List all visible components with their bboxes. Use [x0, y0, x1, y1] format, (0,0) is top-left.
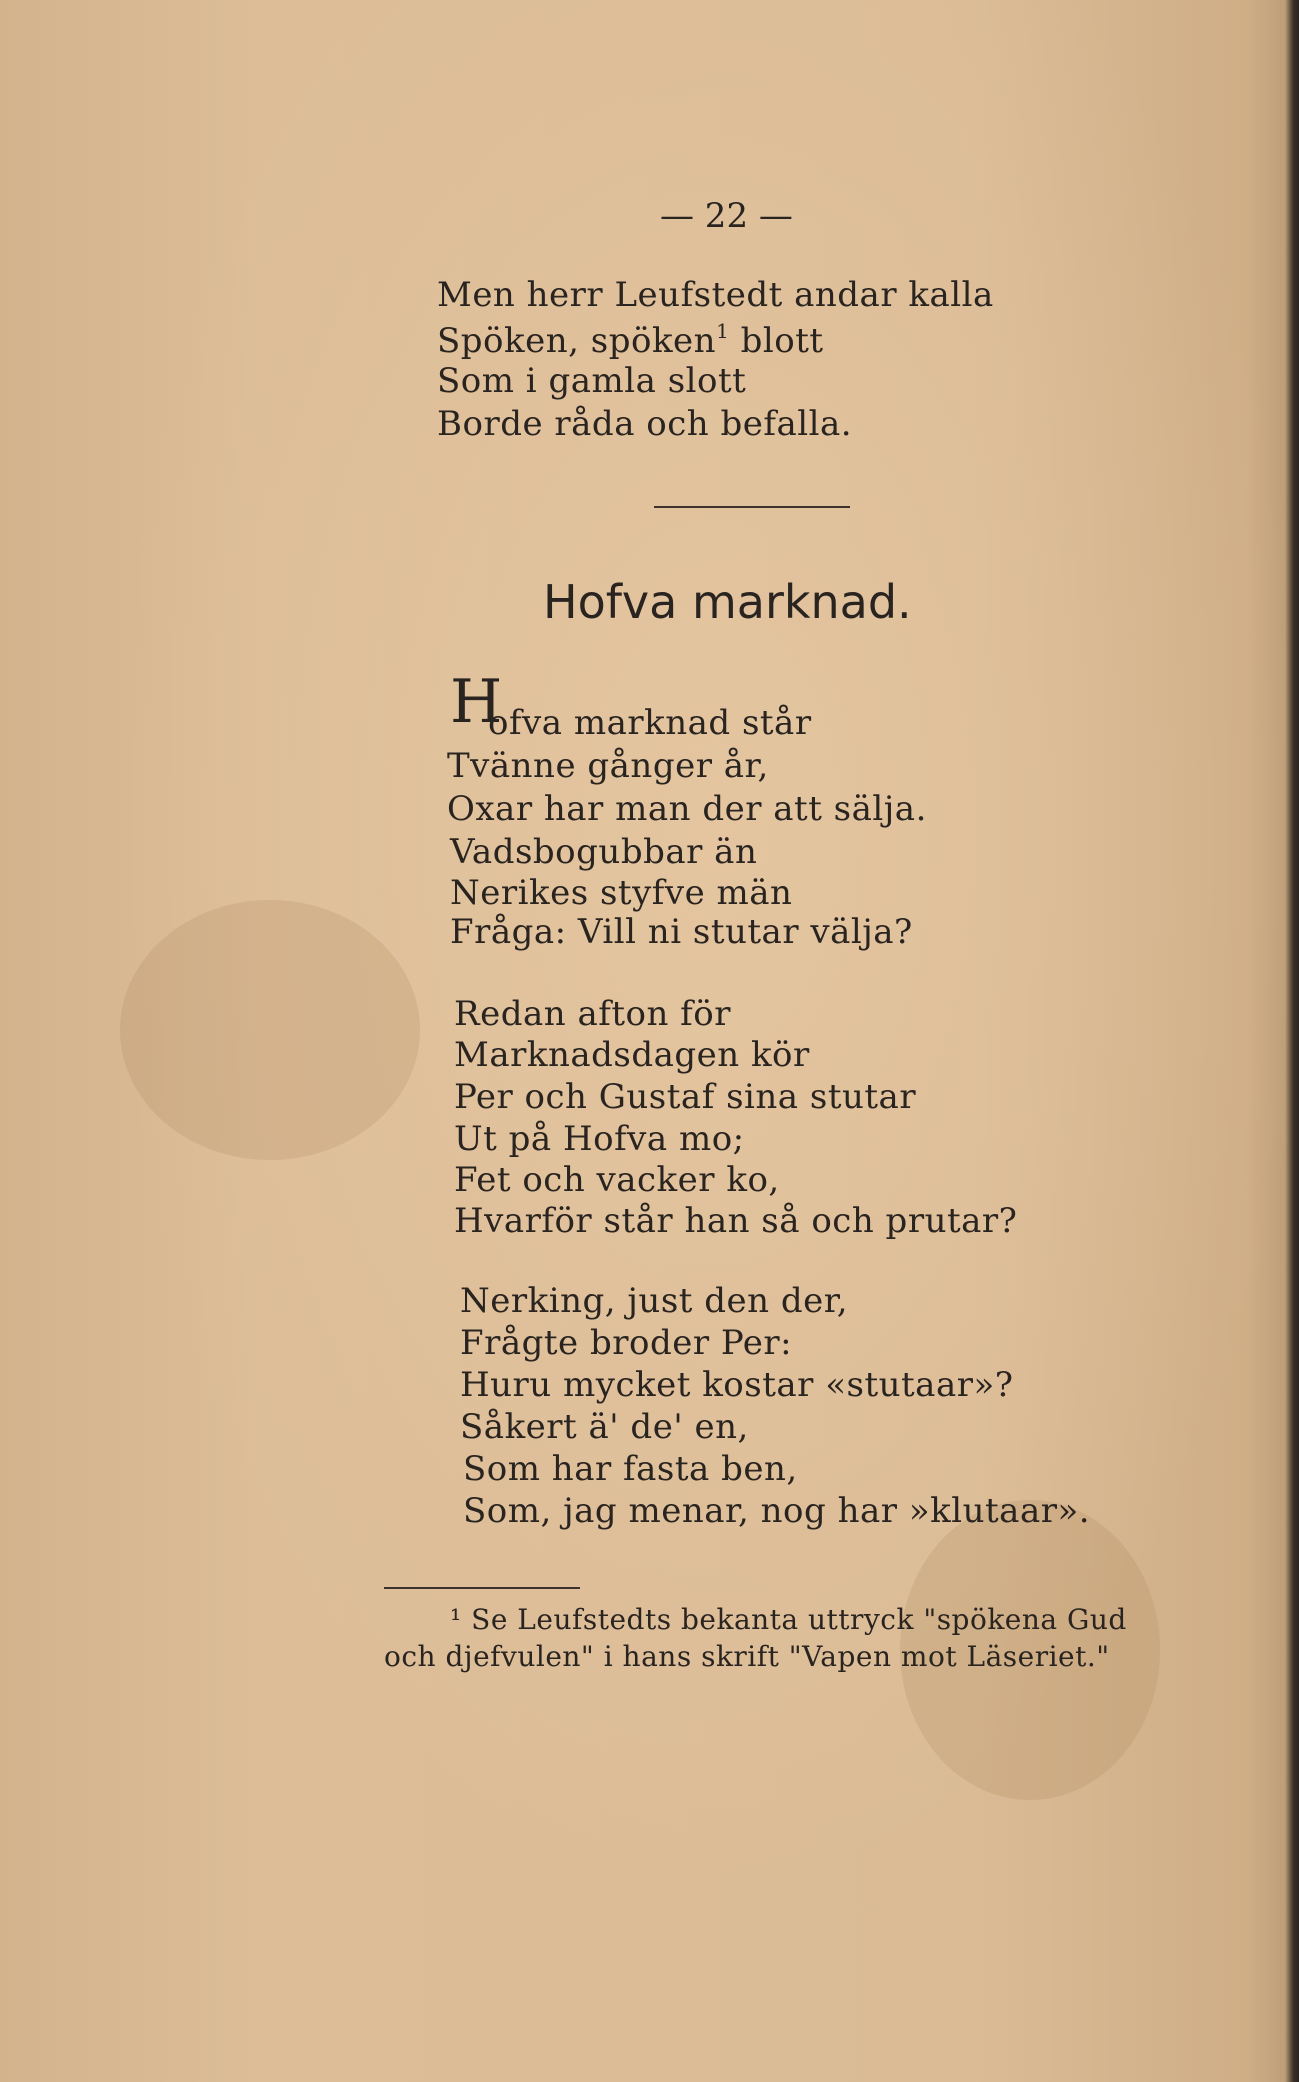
stanza3-line-4: Såkert ä' de' en,: [460, 1407, 749, 1447]
poem-title: Hofva marknad.: [543, 575, 912, 629]
stanza3-line-5: Som har fasta ben,: [463, 1449, 798, 1489]
stanza1-line-3: Oxar har man der att sälja.: [447, 789, 927, 829]
stanza2-line-1: Redan afton för: [454, 994, 731, 1034]
stanza3-line-3: Huru mycket kostar «stutaar»?: [460, 1365, 1014, 1405]
footnote-marker: ¹: [450, 1603, 462, 1636]
stanza1-line-1: ofva marknad står: [488, 703, 812, 743]
page-edge-shadow: [1285, 0, 1299, 2082]
stanza3-line-6: Som, jag menar, nog har »klutaar».: [463, 1491, 1091, 1531]
footnote-divider: [384, 1587, 580, 1589]
stanza2-line-5: Fet och vacker ko,: [454, 1160, 780, 1200]
stanza1-line-2: Tvänne gånger år,: [447, 746, 769, 786]
paper-stain: [120, 900, 420, 1160]
intro-line-1: Men herr Leufstedt andar kalla: [437, 275, 994, 315]
footnote-line-1-text: Se Leufstedts bekanta uttryck "spökena Gud: [471, 1603, 1127, 1636]
footnote-ref: 1: [716, 319, 730, 343]
section-divider: [654, 506, 850, 508]
stanza2-line-6: Hvarför står han så och prutar?: [454, 1201, 1018, 1241]
footnote-line-2: och djefvulen" i hans skrift "Vapen mot Läseriet.": [384, 1640, 1110, 1673]
intro-line-2-text: Spöken, spöken: [437, 321, 717, 361]
stanza2-line-2: Marknadsdagen kör: [454, 1035, 810, 1075]
drop-cap: H: [450, 667, 503, 737]
stanza1-line-6: Fråga: Vill ni stutar välja?: [450, 912, 913, 952]
stanza2-line-3: Per och Gustaf sina stutar: [454, 1077, 917, 1117]
intro-line-2-rest: blott: [729, 321, 824, 361]
stanza2-line-4: Ut på Hofva mo;: [454, 1119, 745, 1159]
intro-line-4: Borde råda och befalla.: [437, 404, 853, 444]
footnote-line-1: [450, 1603, 1127, 1636]
intro-line-2: [437, 319, 824, 361]
stanza1-line-4: Vadsbogubbar än: [450, 832, 758, 872]
stanza1-line-5: Nerikes styfve män: [450, 873, 793, 913]
stanza3-line-1: Nerking, just den der,: [460, 1281, 849, 1321]
intro-line-3: Som i gamla slott: [437, 361, 747, 401]
stanza3-line-2: Frågte broder Per:: [460, 1323, 793, 1363]
page-number: — 22 —: [660, 196, 793, 236]
